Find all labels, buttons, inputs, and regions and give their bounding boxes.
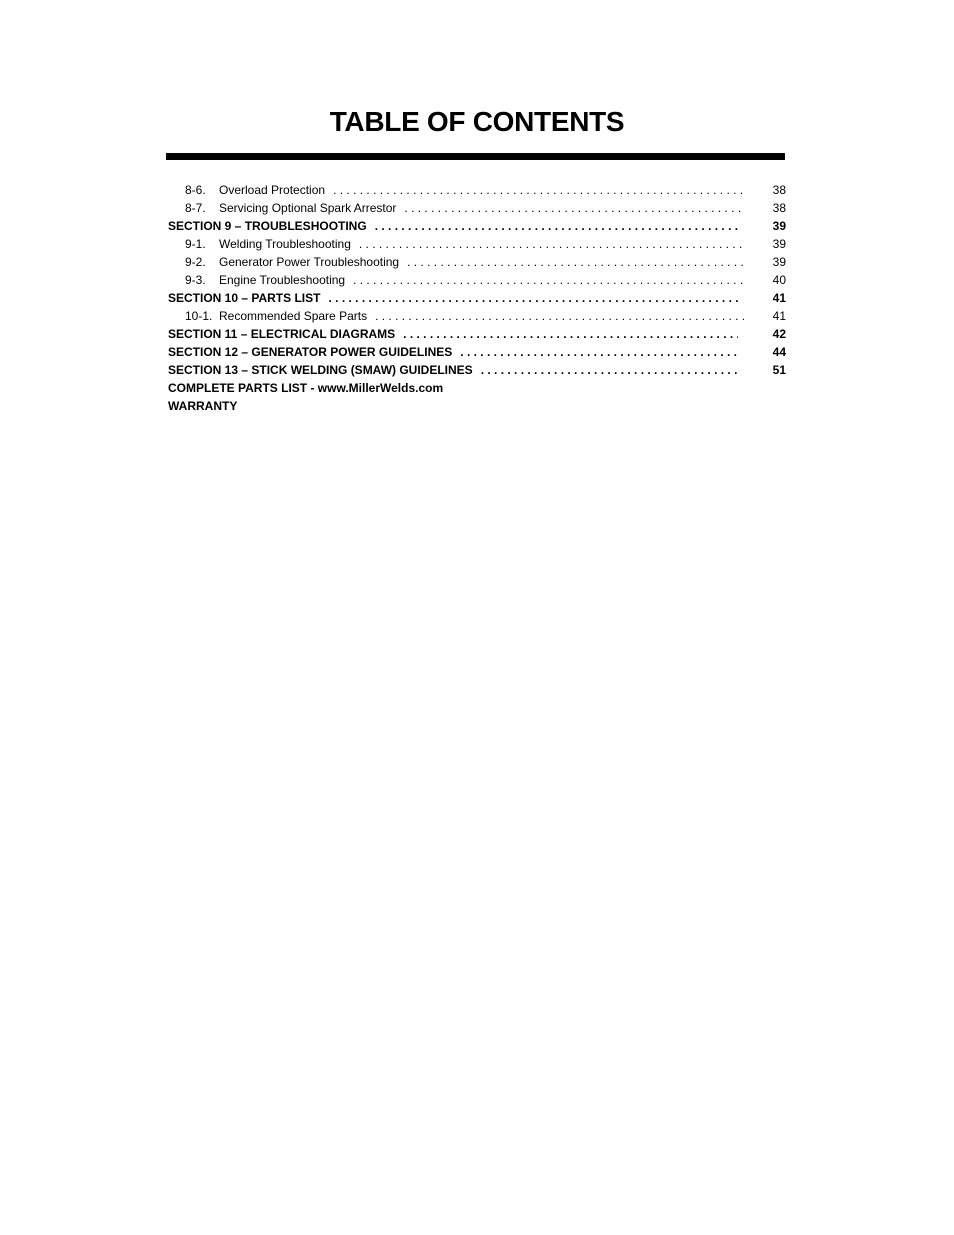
toc-section-page: 44 — [772, 345, 786, 359]
title-rule — [166, 153, 785, 160]
toc-entry[interactable] — [168, 253, 786, 271]
toc-entry-label: Engine Troubleshooting — [219, 273, 346, 287]
toc-leader-dots — [324, 289, 738, 307]
toc-section-entry[interactable] — [168, 379, 786, 397]
toc-section-page: 51 — [772, 363, 786, 377]
toc-section-entry[interactable] — [168, 397, 786, 415]
toc-entry[interactable] — [168, 271, 786, 289]
toc-entry-label: Overload Protection — [219, 183, 326, 197]
page-title: TABLE OF CONTENTS — [329, 106, 625, 137]
toc-section-page: 39 — [772, 219, 786, 233]
toc-entry[interactable] — [168, 235, 786, 253]
toc-list — [168, 181, 786, 415]
toc-leader-dots — [371, 217, 738, 235]
toc-entry-label: Recommended Spare Parts — [219, 309, 368, 323]
toc-leader-dots — [349, 271, 744, 289]
toc-leader-dots — [399, 325, 738, 343]
toc-entry-label: Generator Power Troubleshooting — [219, 255, 400, 269]
toc-entry-label: Servicing Optional Spark Arrestor — [219, 201, 397, 215]
toc-entry-page: 38 — [772, 183, 786, 197]
toc-leader-dots — [403, 253, 744, 271]
toc-entry[interactable] — [168, 199, 786, 217]
toc-section-label: COMPLETE PARTS LIST - www.MillerWelds.com — [168, 381, 444, 395]
toc-section-entry[interactable] — [168, 325, 786, 343]
toc-section-label: SECTION 10 – PARTS LIST — [168, 291, 321, 305]
toc-entry[interactable] — [168, 307, 786, 325]
toc-entry-number: 8-7. — [185, 201, 206, 215]
toc-leader-dots — [456, 343, 738, 361]
toc-leader-dots — [355, 235, 744, 253]
toc-entry[interactable] — [168, 181, 786, 199]
toc-section-label: SECTION 13 – STICK WELDING (SMAW) GUIDELINES — [168, 363, 473, 377]
toc-entry-number: 9-1. — [185, 237, 206, 251]
toc-section-entry[interactable] — [168, 361, 786, 379]
toc-section-page: 42 — [772, 327, 786, 341]
toc-entry-number: 8-6. — [185, 183, 206, 197]
toc-section-entry[interactable] — [168, 343, 786, 361]
toc-entry-page: 41 — [772, 309, 786, 323]
toc-entry-label: Welding Troubleshooting — [219, 237, 351, 251]
toc-leader-dots — [371, 307, 744, 325]
toc-section-entry[interactable] — [168, 289, 786, 307]
toc-entry-number: 10-1. — [185, 309, 213, 323]
toc-leader-dots — [400, 199, 744, 217]
toc-entry-page: 40 — [772, 273, 786, 287]
toc-entry-page: 39 — [772, 255, 786, 269]
toc-section-page: 41 — [772, 291, 786, 305]
toc-entry-page: 38 — [772, 201, 786, 215]
toc-leader-dots — [477, 361, 738, 379]
toc-section-label: WARRANTY — [168, 399, 238, 413]
toc-leader-dots — [329, 181, 744, 199]
toc-entry-number: 9-2. — [185, 255, 206, 269]
toc-entry-page: 39 — [772, 237, 786, 251]
toc-section-label: SECTION 9 – TROUBLESHOOTING — [168, 219, 367, 233]
toc-section-entry[interactable] — [168, 217, 786, 235]
toc-entry-number: 9-3. — [185, 273, 206, 287]
toc-section-label: SECTION 12 – GENERATOR POWER GUIDELINES — [168, 345, 453, 359]
toc-section-label: SECTION 11 – ELECTRICAL DIAGRAMS — [168, 327, 396, 341]
